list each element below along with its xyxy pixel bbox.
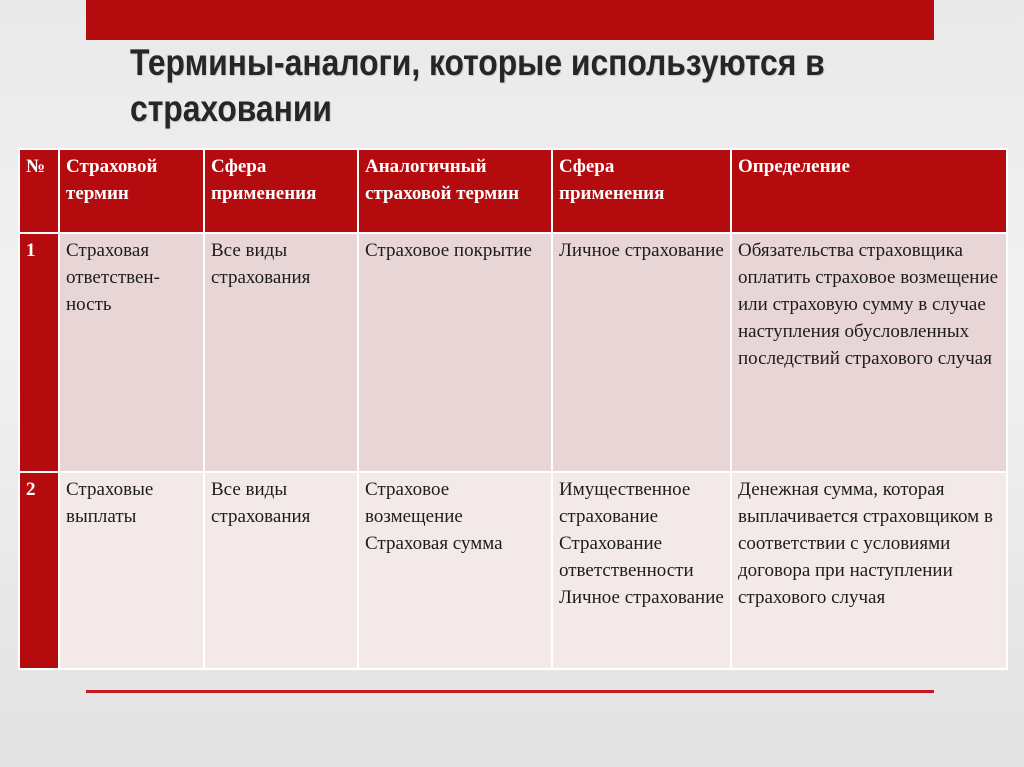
header-number: № <box>19 149 59 233</box>
header-analog-term: Аналогичный страховой термин <box>358 149 552 233</box>
table-row <box>19 472 1007 669</box>
terms-table <box>18 148 1008 670</box>
row-definition: Денежная сумма, которая выплачивается страховщиком в соответствии с условиями договора при наступлении страхового случая <box>731 472 1007 669</box>
table-row <box>19 233 1007 472</box>
row-definition: Обязательства страховщика оплатить страховое возмещение или страховую сумму в случае наступления обусловленных последствий страхового случая <box>731 233 1007 472</box>
row-scope: Все виды страхования <box>204 233 358 472</box>
analog-term-line: Страховое возмещение <box>365 479 463 527</box>
header-term: Страховой термин <box>59 149 204 233</box>
row-term: Страховые выплаты <box>59 472 204 669</box>
row-analog-term <box>358 233 552 472</box>
header-definition: Определение <box>731 149 1007 233</box>
row-analog-scope <box>552 233 731 472</box>
row-term: Страховая ответствен-ность <box>59 233 204 472</box>
analog-scope-line: Имущественное страхование <box>559 479 691 527</box>
analog-term-line: Страховая сумма <box>365 533 503 554</box>
row-analog-term <box>358 472 552 669</box>
analog-scope-line: Страхование ответственности <box>559 533 694 581</box>
header-scope: Сфера применения <box>204 149 358 233</box>
row-number: 1 <box>19 233 59 472</box>
row-scope: Все виды страхования <box>204 472 358 669</box>
analog-term-line: Страховое покрытие <box>365 240 532 261</box>
analog-scope-line: Личное страхование <box>559 240 724 261</box>
bottom-divider <box>86 690 934 693</box>
header-analog-scope: Сфера применения <box>552 149 731 233</box>
analog-scope-line: Личное страхование <box>559 587 724 608</box>
slide-title: Термины-аналоги, которые используются в страховании <box>130 42 825 129</box>
row-number: 2 <box>19 472 59 669</box>
table-header-row <box>19 149 1007 233</box>
top-accent-bar <box>86 0 934 40</box>
row-analog-scope <box>552 472 731 669</box>
